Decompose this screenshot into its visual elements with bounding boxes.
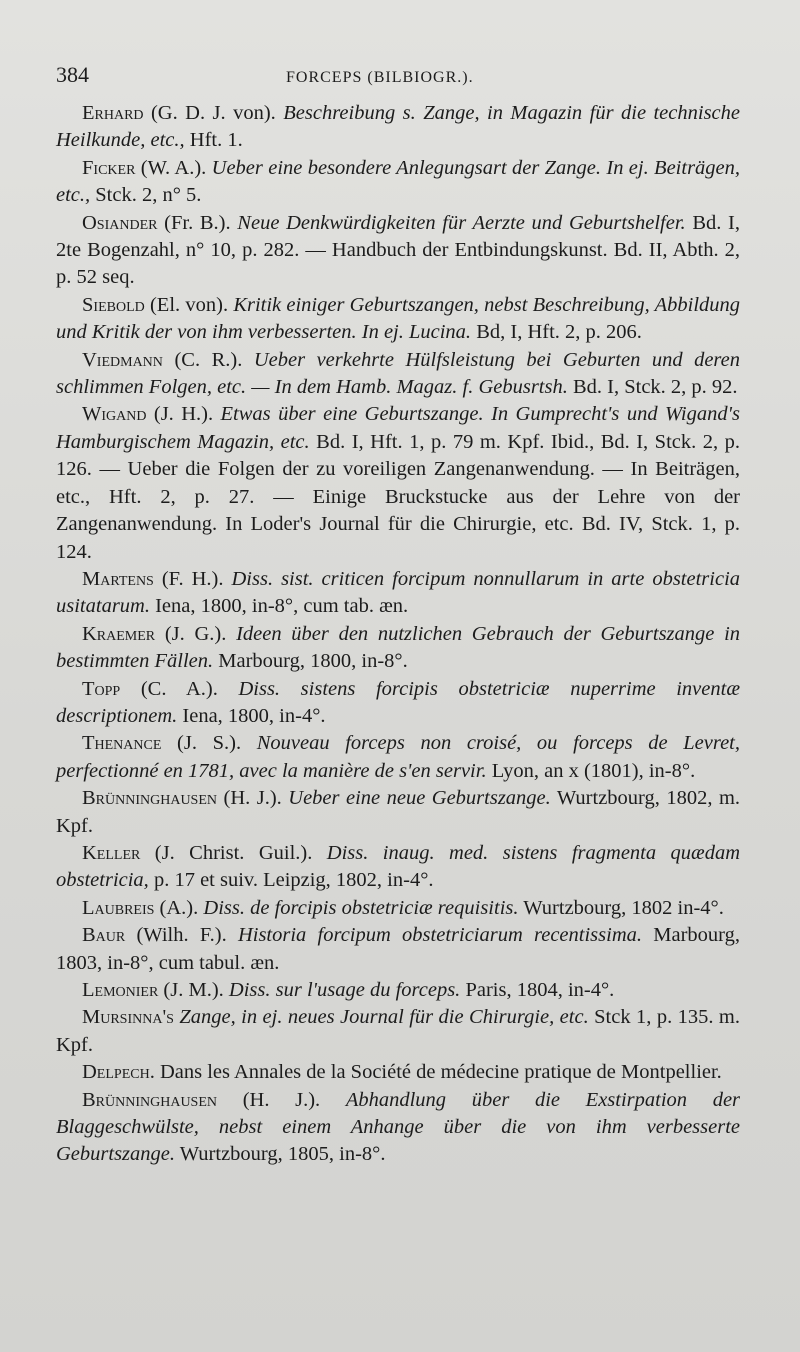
entry-title: Diss. sist. criticen forcipum nonnullarum in arte obstetricia usitatarum. (56, 567, 741, 618)
entry-author: Martens (82, 567, 154, 590)
entry-details: Marbourg, 1803, in-8°, cum tabul. æn. (56, 924, 741, 974)
bibliography-entry (56, 1059, 740, 1086)
entry-title: Nouveau forceps non croisé, ou forceps de Levret, perfectionné en 1781, avec la manière de s'en servir. (56, 732, 740, 782)
entry-initials: (J. S.). (177, 732, 242, 755)
entry-author: Siebold (82, 293, 145, 316)
entry-title: Diss. de forcipis obstetriciæ requisitis. (203, 896, 519, 919)
bibliography-entry (56, 100, 740, 155)
page-number: 384 (56, 62, 89, 87)
entry-author: Mursinna's (82, 1006, 174, 1029)
entry-initials: (H. J.). (242, 1088, 321, 1111)
entry-author: Wigand (82, 403, 147, 426)
entry-initials: (C. R.). (174, 348, 243, 371)
entry-initials: (Fr. B.). (164, 211, 231, 234)
entry-details: Bd. I, Stck. 2, p. 92. (572, 376, 738, 399)
entry-details: Iena, 1800, in-8°, cum tab. æn. (155, 595, 409, 618)
entry-details: Dans les Annales de la Société de médecine pratique de Montpellier. (159, 1061, 722, 1084)
entry-initials: (C. A.). (140, 677, 218, 700)
entry-details: p. 17 et suiv. Leipzig, 1802, in-4°. (153, 869, 434, 892)
entry-author: Ficker (82, 156, 136, 179)
entry-details: Lyon, an x (1801), in-8°. (491, 759, 696, 782)
entry-title: Ueber verkehrte Hülfsleistung bei Geburten und deren schlimmen Folgen, etc. — In dem Hamb. Magaz. f. Gebusrtsh. (56, 348, 741, 399)
entry-initials: (Wilh. F.). (136, 924, 227, 947)
entry-details: Wurtzbourg, 1802, m. Kpf. (56, 787, 741, 837)
bibliography-entry (56, 566, 740, 621)
entry-title: Ueber eine besondere Anlegungsart der Zange. In ej. Beiträgen, etc., (56, 156, 741, 207)
entry-author: Brünninghausen (82, 787, 218, 810)
entry-details: Stck 1, p. 135. m. Kpf. (56, 1006, 740, 1056)
entry-details: Bd, I, Hft. 2, p. 206. (476, 321, 642, 344)
running-head: FORCEPS (BILBIOGR.). (286, 69, 474, 86)
bibliography-entry (56, 1004, 740, 1059)
page-header (56, 62, 740, 94)
bibliography-entry (56, 922, 740, 977)
entry-author: Laubreis (82, 896, 155, 919)
entry-title: Abhandlung über die Exstirpation der Blaggeschwülste, nebst einem Anhange über die von ihm verbesserte Geburtszange. (56, 1088, 741, 1166)
entry-title: Ideen über den nutzlichen Gebrauch der Geburtszange in bestimmten Fällen. (56, 622, 741, 673)
bibliography-entry (56, 621, 740, 676)
entry-title: Historia forcipum obstetriciarum recentissima. (237, 924, 643, 947)
entry-initials: (H. J.). (223, 787, 282, 810)
bibliography-entry (56, 401, 740, 565)
entry-initials: (A.). (159, 896, 199, 919)
bibliography-entry (56, 210, 740, 292)
entry-author: Viedmann (82, 348, 163, 371)
bibliography-entry (56, 977, 740, 1004)
entry-initials: (J. H.). (153, 403, 214, 426)
entry-initials: (W. A.). (140, 156, 207, 179)
entry-author: Keller (82, 841, 141, 864)
entry-details: Iena, 1800, in-4°. (182, 704, 326, 727)
entry-details: Stck. 2, n° 5. (95, 184, 202, 207)
entry-author: Lemonier (82, 979, 159, 1001)
entry-title: Diss. sur l'usage du forceps. (228, 979, 461, 1001)
entry-details: Wurtzbourg, 1805, in-8°. (179, 1143, 386, 1166)
entry-author: Topp (82, 677, 121, 700)
entry-details: Wurtzbourg, 1802 in-4°. (523, 896, 724, 919)
entry-author: Brünninghausen (82, 1088, 218, 1111)
bibliography-list (56, 100, 740, 1169)
bibliography-entry (56, 347, 740, 402)
entry-author: Erhard (82, 102, 144, 124)
entry-title: Diss. inaug. med. sistens fragmenta quædam obstetricia, (56, 841, 741, 892)
entry-initials: (J. G.). (164, 622, 227, 645)
entry-author: Osiander (82, 211, 158, 234)
entry-title: Diss. sistens forcipis obstetriciæ nuperrime inventæ descriptionem. (56, 677, 740, 727)
entry-title: Neue Denkwürdigkeiten für Aerzte und Geburtshelfer. (237, 211, 686, 234)
bibliography-entry (56, 730, 740, 785)
entry-author: Baur (82, 924, 126, 947)
entry-details: Hft. 1. (189, 129, 243, 152)
entry-author: Thenance (82, 732, 162, 755)
entry-initials: (G. D. J. von). (150, 102, 276, 124)
entry-initials: (F. H.). (161, 567, 224, 590)
entry-author: Delpech. (82, 1061, 155, 1084)
bibliography-entry (56, 676, 740, 731)
entry-details: Marbourg, 1800, in-8°. (218, 650, 408, 673)
entry-initials: (J. M.). (163, 979, 224, 1001)
bibliography-entry (56, 1087, 740, 1169)
entry-title: Etwas über eine Geburtszange. In Gumprecht's und Wigand's Hamburgischem Magazin, etc. (56, 403, 740, 453)
entry-details: Bd. I, 2te Bogenzahl, n° 10, p. 282. — Handbuch der Entbindungskunst. Bd. II, Abth. 2, p. 52 seq. (56, 211, 741, 289)
bibliography-entry (56, 785, 740, 840)
entry-title: Zange, in ej. neues Journal für die Chirurgie, etc. (179, 1006, 589, 1029)
entry-title: Kritik einiger Geburtszangen, nebst Beschreibung, Abbildung und Kritik der von ihm verbesserten. In ej. Lucina. (56, 293, 741, 344)
entry-details: Paris, 1804, in-4°. (465, 979, 615, 1001)
entry-title: Beschreibung s. Zange, in Magazin für die technische Heilkunde, etc., (56, 102, 740, 152)
bibliography-entry (56, 155, 740, 210)
bibliography-entry (56, 895, 740, 922)
entry-author: Kraemer (82, 622, 156, 645)
bibliography-entry (56, 292, 740, 347)
entry-initials: (J. Christ. Guil.). (154, 841, 313, 864)
entry-initials: (El. von). (149, 293, 229, 316)
bibliography-entry (56, 840, 740, 895)
entry-details: Bd. I, Hft. 1, p. 79 m. Kpf. Ibid., Bd. I, Stck. 2, p. 126. — Ueber die Folgen der zu voreiligen Zangenanwendung. — In Beiträgen, etc., Hft. 2, p. 27. — Einige Bruckstucke aus der Lehre von der Zangenanwendung. In Loder's Journal für die Chirurgie, etc. Bd. IV, Stck. 1, p. 124. (56, 430, 741, 563)
entry-title: Ueber eine neue Geburtszange. (288, 787, 551, 810)
